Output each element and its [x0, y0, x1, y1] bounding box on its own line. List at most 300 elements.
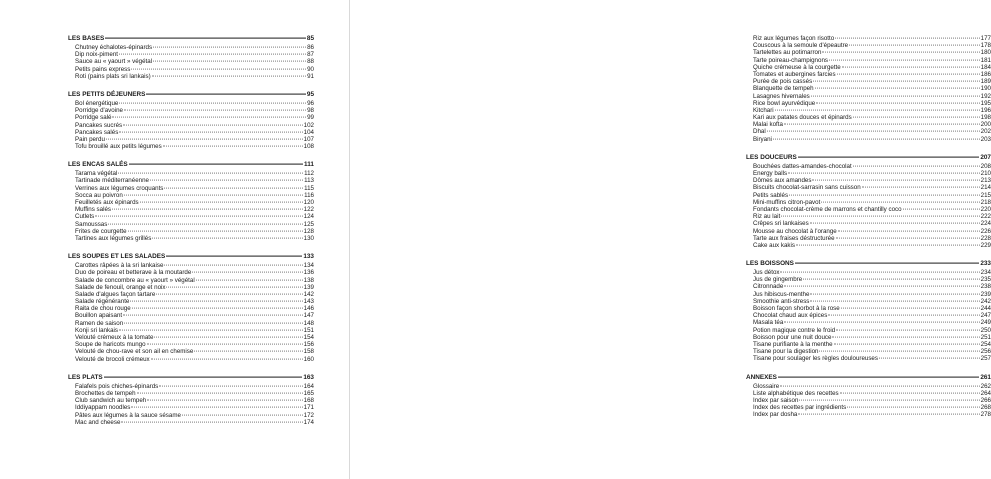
toc-entry-title: Boisson pour une nuit douce	[753, 333, 832, 341]
section-heading-page-number: 133	[303, 253, 314, 261]
dot-leader	[166, 286, 302, 287]
toc-entry-page-number: 115	[304, 184, 314, 192]
toc-section	[68, 91, 314, 150]
toc-entry	[68, 397, 314, 404]
toc-entry-page-number: 142	[303, 290, 314, 298]
section-heading-page-number: 233	[980, 260, 991, 268]
toc-entry-page-number: 120	[303, 199, 314, 206]
toc-entry-page-number: 91	[307, 72, 314, 80]
toc-entry-page-number: 147	[303, 312, 314, 320]
dot-leader	[128, 230, 303, 231]
toc-entry-page-number: 172	[303, 411, 314, 419]
toc-entry-title: Lasagnes hivernales	[753, 92, 810, 100]
dot-leader	[775, 109, 980, 110]
toc-entry	[68, 404, 314, 411]
toc-entry-title: Citronnade	[753, 283, 784, 291]
toc-entry-page-number: 125	[303, 220, 314, 228]
toc-entry-page-number: 257	[980, 355, 991, 363]
toc-entry-title: Pancakes sucrés	[75, 121, 123, 129]
toc-entry-title: Chocolat chaud aux épices	[753, 312, 828, 320]
toc-entry-title: Petits pains express	[75, 65, 131, 73]
toc-entry-page-number: 268	[980, 404, 991, 412]
toc-entry	[68, 73, 314, 80]
toc-entry	[746, 100, 991, 107]
toc-entry	[746, 298, 991, 305]
section-heading-title: LES ENCAS SALÉS	[68, 161, 128, 169]
toc-entry-page-number: 96	[307, 99, 314, 107]
dot-leader	[104, 376, 303, 377]
dot-leader	[784, 124, 980, 125]
dot-leader	[798, 156, 980, 157]
toc-entry	[68, 348, 314, 355]
toc-entry	[746, 107, 991, 114]
toc-entry-page-number: 220	[980, 205, 991, 213]
dot-leader	[832, 336, 979, 337]
toc-column-left	[68, 35, 314, 437]
toc-entry-page-number: 112	[304, 170, 314, 178]
toc-entry-page-number: 229	[980, 241, 991, 249]
dot-leader	[146, 94, 305, 95]
toc-entry	[68, 341, 314, 348]
dot-leader	[798, 414, 979, 415]
toc-entry	[746, 206, 991, 213]
dot-leader	[780, 385, 980, 386]
toc-entry-page-number: 178	[980, 42, 991, 50]
toc-entry	[746, 121, 991, 128]
dot-leader	[147, 344, 303, 345]
toc-entry-page-number: 87	[307, 51, 314, 59]
toc-entry	[746, 334, 991, 341]
toc-entry	[746, 78, 991, 85]
toc-entry	[746, 390, 991, 397]
toc-entry	[746, 228, 991, 235]
toc-entry-title: Salade de fenouil, orange et noix	[75, 283, 166, 291]
toc-entry-page-number: 184	[980, 63, 991, 71]
dot-leader	[811, 95, 980, 96]
dot-leader	[862, 187, 980, 188]
dot-leader	[147, 400, 302, 401]
toc-entry-page-number: 244	[980, 305, 991, 312]
dot-leader	[129, 164, 303, 165]
toc-entry-page-number: 156	[303, 341, 314, 349]
toc-entry-title: Samoussas	[75, 220, 108, 228]
section-heading-title: LES BASES	[68, 35, 105, 42]
toc-entry-page-number: 262	[980, 382, 991, 390]
toc-entry	[746, 411, 991, 418]
toc-entry	[746, 269, 991, 276]
dot-leader	[108, 223, 302, 224]
toc-entry-title: Biscuits chocolat-sarrasin sans cuisson	[753, 184, 861, 192]
dot-leader	[810, 223, 980, 224]
toc-entry-page-number: 213	[980, 177, 991, 185]
toc-entry-page-number: 256	[980, 348, 991, 356]
toc-entry	[746, 163, 991, 170]
dot-leader	[156, 293, 302, 294]
toc-entry-page-number: 102	[303, 121, 314, 129]
toc-entry-title: Iddiyappam noodles	[75, 404, 131, 412]
toc-entry-title: Frites de courgette	[75, 227, 127, 235]
toc-entry-page-number: 158	[303, 348, 314, 356]
section-heading-title: LES PLATS	[68, 373, 103, 381]
toc-entry-title: Pâtes aux légumes à la sauce sésame	[75, 411, 181, 419]
toc-entry	[68, 312, 314, 319]
dot-leader	[903, 209, 980, 210]
toc-entry-title: Malai kofta	[753, 121, 783, 129]
dot-leader	[123, 315, 303, 316]
toc-entry-title: Carottes râpées à la sri lankaise	[75, 262, 164, 270]
toc-entry-page-number: 181	[980, 56, 991, 64]
toc-section	[746, 374, 991, 419]
toc-entry	[746, 199, 991, 206]
toc-section	[68, 374, 314, 426]
section-heading	[746, 154, 991, 162]
dot-leader	[821, 201, 979, 202]
dot-leader	[112, 209, 303, 210]
dot-leader	[130, 301, 302, 302]
toc-entry	[68, 100, 314, 107]
dot-leader	[105, 38, 306, 39]
toc-entry-title: Kari aux patates douces et épinards	[753, 114, 852, 122]
toc-entry	[68, 221, 314, 228]
toc-entry-title: Petits sablés	[753, 191, 789, 199]
toc-entry-page-number: 168	[303, 397, 314, 405]
dot-leader	[815, 88, 980, 89]
section-heading-title: LES BOISSONS	[746, 260, 794, 268]
section-heading-page-number: 111	[304, 161, 314, 169]
dot-leader	[879, 358, 980, 359]
toc-entry	[68, 206, 314, 213]
toc-entry-page-number: 116	[304, 191, 314, 199]
dot-leader	[838, 230, 980, 231]
toc-entry	[68, 262, 314, 269]
dot-leader	[789, 194, 980, 195]
section-heading	[68, 91, 314, 99]
toc-entry	[746, 184, 991, 191]
dot-leader	[778, 376, 979, 377]
toc-entry-page-number: 90	[307, 65, 314, 73]
dot-leader	[119, 103, 306, 104]
toc-entry	[746, 283, 991, 290]
toc-entry	[746, 341, 991, 348]
toc-entry-page-number: 136	[303, 269, 314, 277]
toc-entry-title: Salade d'algues façon tartare	[75, 290, 156, 298]
toc-entry-page-number: 130	[303, 234, 314, 242]
dot-leader	[837, 74, 980, 75]
dot-leader	[836, 237, 980, 238]
toc-entry-page-number: 242	[980, 297, 991, 305]
toc-entry	[746, 192, 991, 199]
toc-entry-page-number: 247	[980, 312, 991, 320]
toc-entry	[68, 143, 314, 150]
section-heading	[68, 374, 314, 382]
toc-entry-title: Index par dosha	[753, 411, 798, 419]
toc-entry	[68, 199, 314, 206]
dot-leader	[112, 117, 306, 118]
toc-entry	[746, 242, 991, 249]
toc-entry	[746, 85, 991, 92]
toc-entry-title: Smoothie anti-stress	[753, 297, 810, 305]
dot-leader	[131, 407, 302, 408]
toc-entry	[68, 136, 314, 143]
dot-leader	[816, 102, 979, 103]
dot-leader	[151, 358, 303, 359]
toc-entry	[68, 305, 314, 312]
toc-entry-title: Crêpes sri lankaises	[753, 220, 809, 228]
toc-entry-title: Soupe de haricots mungo	[75, 341, 146, 349]
dot-leader	[154, 337, 302, 338]
dot-leader	[788, 173, 980, 174]
toc-entry-title: Quiche crémeuse à la courgette	[753, 63, 841, 71]
toc-entry	[68, 284, 314, 291]
toc-entry-page-number: 164	[303, 382, 314, 390]
toc-entry-title: Tarte poireau-champignons	[753, 56, 828, 64]
toc-entry-title: Blanquette de tempeh	[753, 85, 814, 93]
toc-entry-page-number: 124	[303, 213, 314, 221]
toc-entry-title: Tisane pour soulager les règles douloureuses	[753, 355, 878, 363]
toc-entry-page-number: 190	[980, 85, 991, 93]
toc-entry-title: Raita de chou rouge	[75, 305, 131, 313]
toc-entry-page-number: 195	[980, 99, 991, 107]
toc-entry	[68, 122, 314, 129]
toc-entry	[68, 334, 314, 341]
toc-entry-title: Energy balls	[753, 170, 788, 177]
dot-leader	[192, 272, 302, 273]
dot-leader	[841, 308, 980, 309]
toc-entry-title: Ramen de saison	[75, 319, 124, 327]
toc-entry-title: Konji sri lankais	[75, 326, 118, 334]
toc-entry	[68, 277, 314, 284]
toc-entry-page-number: 234	[980, 269, 991, 277]
toc-entry	[746, 71, 991, 78]
toc-entry-title: Jus hibiscus-menthe	[753, 290, 810, 298]
toc-entry-title: Mac and cheese	[75, 418, 121, 426]
toc-entry	[68, 327, 314, 334]
toc-entry-title: Masala téa	[753, 319, 784, 327]
toc-entry-page-number: 177	[980, 35, 991, 42]
toc-entry-title: Tartines aux légumes grillés	[75, 234, 152, 242]
dot-leader	[182, 414, 303, 415]
toc-entry	[746, 42, 991, 49]
toc-entry	[68, 269, 314, 276]
toc-entry-title: Tomates et aubergines farcies	[753, 70, 836, 78]
toc-entry-page-number: 148	[303, 319, 314, 327]
toc-entry-title: Cutlets	[75, 213, 95, 221]
dot-leader	[853, 117, 980, 118]
toc-entry-page-number: 278	[980, 411, 991, 419]
toc-entry-page-number: 98	[307, 107, 314, 115]
toc-entry-title: Falafels pois chiches-épinards	[75, 382, 159, 390]
toc-entry-page-number: 238	[980, 283, 991, 291]
toc-section	[746, 260, 991, 362]
toc-entry-title: Velouté crémeux à la tomate	[75, 334, 154, 341]
toc-entry	[746, 235, 991, 242]
toc-entry-page-number: 254	[980, 340, 991, 348]
dot-leader	[124, 110, 306, 111]
section-heading-page-number: 163	[303, 373, 314, 381]
dot-leader	[796, 244, 980, 245]
toc-entry-title: Socca au poivron	[75, 191, 123, 199]
dot-leader	[121, 421, 302, 422]
dot-leader	[784, 322, 979, 323]
toc-entry	[746, 213, 991, 220]
toc-entry-page-number: 224	[980, 220, 991, 228]
dot-leader	[106, 138, 303, 139]
dot-leader	[822, 52, 979, 53]
left-page	[0, 0, 350, 479]
toc-entry	[68, 412, 314, 419]
toc-entry-title: Bouillon apaisant	[75, 312, 123, 320]
toc-section	[68, 253, 314, 363]
toc-entry-title: Tisane purifiante à la menthe	[753, 340, 833, 348]
toc-entry-page-number: 210	[980, 170, 991, 177]
toc-entry-title: Tisane pour la digestion	[753, 348, 819, 356]
dot-leader	[784, 286, 979, 287]
toc-entry-title: Potion magique contre le froid	[753, 326, 836, 334]
toc-entry-title: Porridge d'avoine	[75, 107, 123, 115]
toc-entry	[746, 64, 991, 71]
toc-entry-title: Tartinade méditerranéenne	[75, 177, 149, 185]
toc-entry-title: Mousse au chocolat à l'orange	[753, 227, 837, 235]
toc-entry-page-number: 235	[980, 276, 991, 284]
section-heading	[68, 161, 314, 169]
dot-leader	[773, 138, 980, 139]
toc-entry	[746, 312, 991, 319]
toc-entry	[746, 276, 991, 283]
toc-entry	[746, 114, 991, 121]
dot-leader	[767, 131, 980, 132]
dot-leader	[799, 399, 979, 400]
dot-leader	[119, 131, 302, 132]
toc-entry-page-number: 249	[980, 319, 991, 327]
toc-entry-title: Tofu brouillé aux petits légumes	[75, 143, 162, 151]
toc-entry-title: Mini-muffins citron-pavot	[753, 198, 821, 206]
toc-entry-title: Pain perdu	[75, 135, 105, 143]
toc-entry-page-number: 108	[303, 143, 314, 151]
dot-leader	[150, 180, 303, 181]
dot-leader	[164, 187, 303, 188]
toc-entry	[68, 129, 314, 136]
toc-section	[68, 35, 314, 80]
dot-leader	[842, 66, 980, 67]
toc-entry-page-number: 226	[980, 227, 991, 235]
toc-entry-page-number: 88	[307, 58, 314, 66]
dot-leader	[152, 75, 306, 76]
toc-entry-title: Couscous à la semoule d'épeautre	[753, 42, 849, 50]
toc-entry-page-number: 154	[303, 334, 314, 341]
toc-entry-title: Bol énergétique	[75, 99, 119, 107]
toc-entry	[746, 170, 991, 177]
dot-leader	[131, 68, 306, 69]
toc-entry	[68, 213, 314, 220]
section-heading	[68, 253, 314, 261]
toc-entry	[68, 419, 314, 426]
toc-entry-title: Velouté de brocoli crémeux	[75, 355, 150, 363]
toc-entry-title: Brochettes de tempeh	[75, 389, 136, 397]
toc-entry-page-number: 99	[307, 114, 314, 122]
toc-entry-page-number: 266	[980, 396, 991, 404]
toc-entry-title: Tarte aux fraises déstructurée	[753, 234, 835, 242]
toc-entry	[746, 177, 991, 184]
toc-entry-page-number: 138	[303, 276, 314, 284]
right-page	[350, 0, 991, 479]
toc-entry-title: Porridge salé	[75, 114, 112, 122]
toc-entry-title: Fondants chocolat-crème de marrons et chantilly coco	[753, 205, 902, 213]
toc-entry-page-number: 151	[303, 326, 314, 334]
dot-leader	[119, 329, 303, 330]
section-heading	[68, 35, 314, 43]
toc-entry-title: Velouté de chou-rave et son ail en chemise	[75, 348, 194, 356]
dot-leader	[853, 165, 980, 166]
dot-leader	[124, 194, 303, 195]
toc-entry-title: Bouchées dattes-amandes-chocolat	[753, 162, 852, 170]
toc-entry-title: Pancakes salés	[75, 128, 119, 136]
toc-section	[68, 161, 314, 242]
toc-entry	[746, 220, 991, 227]
toc-entry	[746, 291, 991, 298]
toc-entry-title: Dômes aux amandes	[753, 177, 812, 185]
toc-entry-title: Cake aux kakis	[753, 241, 795, 249]
toc-entry-title: Chutney échalotes-épinards	[75, 44, 153, 51]
toc-entry	[68, 356, 314, 363]
toc-entry-page-number: 186	[980, 70, 991, 78]
toc-entry	[746, 404, 991, 411]
toc-entry-page-number: 86	[307, 44, 314, 51]
dot-leader	[795, 263, 979, 264]
toc-entry-page-number: 171	[303, 404, 314, 412]
toc-entry-page-number: 143	[303, 298, 314, 306]
section-heading-title: ANNEXES	[746, 373, 777, 381]
toc-entry-title: Verrines aux légumes croquants	[75, 184, 164, 192]
dot-leader	[132, 308, 303, 309]
toc-entry-title: Muffins salés	[75, 206, 111, 214]
toc-entry-title: Salade régénérante	[75, 298, 130, 306]
toc-column-right	[746, 35, 991, 429]
toc-entry-page-number: 189	[980, 78, 991, 86]
dot-leader	[836, 329, 979, 330]
toc-entry	[746, 348, 991, 355]
section-heading	[746, 260, 991, 268]
toc-entry	[746, 136, 991, 143]
toc-entry	[68, 192, 314, 199]
toc-entry-page-number: 180	[980, 49, 991, 57]
dot-leader	[153, 61, 306, 62]
dot-leader	[194, 351, 302, 352]
toc-entry	[746, 35, 991, 42]
toc-entry-page-number: 200	[980, 121, 991, 129]
toc-entry-title: Glossaire	[753, 382, 780, 390]
toc-entry	[68, 383, 314, 390]
toc-entry	[68, 320, 314, 327]
toc-entry-title: Rice bowl ayurvédique	[753, 99, 816, 107]
toc-entry-title: Index des recettes par ingrédients	[753, 404, 847, 412]
toc-entry-title: Riz au lait	[753, 213, 781, 221]
toc-entry-page-number: 128	[303, 227, 314, 235]
dot-leader	[124, 322, 303, 323]
toc-entry-title: Biryani	[753, 135, 772, 143]
toc-section	[746, 154, 991, 249]
toc-entry	[68, 170, 314, 177]
section-heading	[746, 374, 991, 382]
toc-entry-title: Boisson façon shorbot à la rose	[753, 305, 840, 312]
section-heading-page-number: 207	[980, 153, 991, 161]
toc-entry-page-number: 134	[303, 262, 314, 270]
dot-leader	[847, 407, 979, 408]
toc-entry-page-number: 174	[303, 418, 314, 426]
dot-leader	[164, 265, 302, 266]
toc-entry-title: Riz aux légumes façon risotto	[753, 35, 835, 42]
dot-leader	[803, 279, 979, 280]
toc-entry	[68, 390, 314, 397]
